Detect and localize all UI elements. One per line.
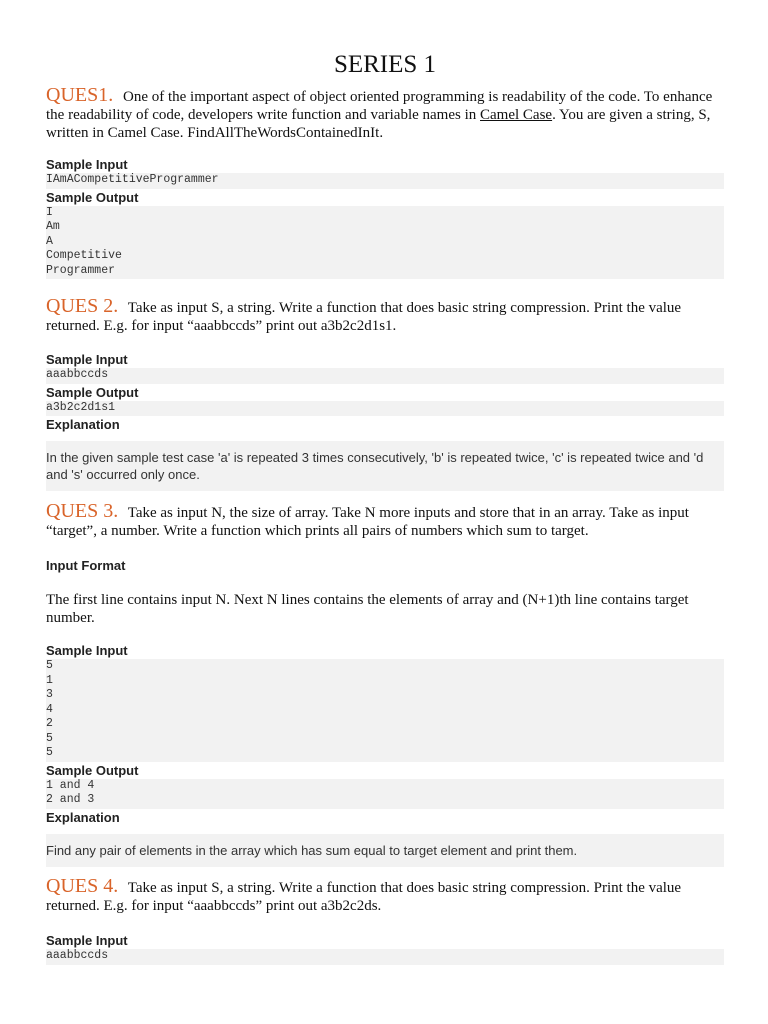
sample-output-code — [46, 206, 724, 280]
sample-input-code — [46, 173, 724, 189]
question-1-body-b: . You are given a string, S, written in Camel Case. FindAllTheWordsContainedInIt. — [46, 107, 711, 141]
code-line: 1 — [46, 673, 53, 687]
question-4-text — [46, 877, 724, 915]
question-2-body: Take as input S, a string. Write a function that does basic string compression. Print the value returned. E.g. for input “aaabbccds” print out a3b2c2d1s1. — [46, 300, 682, 334]
question-1-body-a: One of the important aspect of object oriented programming is readability of the code. To enhance the readability of code, developers write function and variable names in — [46, 89, 713, 123]
question-2-samples — [46, 351, 724, 491]
code-line: 4 — [46, 702, 53, 716]
code-line: A — [46, 234, 53, 248]
sample-output-label: Sample Output — [46, 384, 139, 400]
explanation-box — [46, 834, 724, 867]
question-3-text — [46, 502, 724, 540]
input-format-section — [46, 557, 724, 574]
question-1-text — [46, 86, 724, 142]
question-2-heading: QUES 2. — [46, 295, 119, 317]
question-1-samples — [46, 156, 724, 279]
code-line: I — [46, 205, 53, 219]
code-line: 5 — [46, 731, 53, 745]
input-format-description — [46, 591, 724, 627]
question-3-body: Take as input N, the size of array. Take N more inputs and store that in an array. Take as input “target”, a number. Write a function which prints all pairs of numbers which sum to target. — [46, 505, 689, 539]
code-line: aaabbccds — [46, 368, 109, 381]
sample-input-code — [46, 368, 724, 384]
question-1 — [46, 86, 724, 142]
code-line: Competitive — [46, 249, 122, 262]
code-line: a3b2c2d1s1 — [46, 400, 116, 414]
question-4-samples — [46, 932, 724, 965]
code-line: aaabbccds — [46, 949, 109, 962]
sample-output-code — [46, 779, 724, 809]
sample-input-code — [46, 659, 724, 762]
sample-output-label: Sample Output — [46, 762, 139, 778]
question-3-heading: QUES 3. — [46, 500, 119, 522]
input-format-label: Input Format — [46, 558, 126, 573]
explanation-label: Explanation — [46, 809, 120, 825]
series-title-block — [46, 50, 724, 80]
question-2-text — [46, 297, 724, 335]
code-line: 5 — [46, 746, 53, 759]
sample-input-label: Sample Input — [46, 352, 128, 367]
input-format-text: The first line contains input N. Next N lines contains the elements of array and (N+1)th line contains target number. — [46, 592, 689, 626]
code-line: 3 — [46, 688, 53, 701]
question-4-heading: QUES 4. — [46, 875, 119, 897]
page-title: SERIES 1 — [333, 51, 437, 78]
explanation-text: In the given sample test case 'a' is repeated 3 times consecutively, 'b' is repeated twice, 'c' is repeated twice and 'd and 's' occurred only once. — [46, 450, 704, 482]
code-line: 5 — [46, 659, 53, 672]
explanation-text: Find any pair of elements in the array which has sum equal to target element and print them. — [46, 842, 578, 858]
question-1-heading: QUES1. — [46, 84, 114, 106]
question-2 — [46, 297, 724, 335]
question-4 — [46, 877, 724, 915]
code-line: IAmACompetitiveProgrammer — [46, 173, 219, 186]
sample-input-label: Sample Input — [46, 643, 128, 658]
code-line: 2 — [46, 717, 53, 730]
question-3 — [46, 502, 724, 540]
question-4-body: Take as input S, a string. Write a function that does basic string compression. Print the value returned. E.g. for input “aaabbccds” print out a3b2c2ds. — [46, 880, 682, 914]
sample-input-code — [46, 949, 724, 965]
question-3-samples — [46, 642, 724, 867]
sample-output-label: Sample Output — [46, 189, 139, 205]
sample-output-code — [46, 401, 724, 417]
code-line: 1 and 4 — [46, 778, 95, 792]
sample-input-label: Sample Input — [46, 157, 128, 172]
explanation-label: Explanation — [46, 417, 120, 432]
camel-case-link[interactable]: Camel Case — [480, 107, 553, 123]
sample-input-label: Sample Input — [46, 933, 128, 948]
code-line: Am — [46, 220, 60, 233]
code-line: Programmer — [46, 263, 116, 277]
code-line: 2 and 3 — [46, 793, 95, 806]
explanation-box — [46, 441, 724, 491]
